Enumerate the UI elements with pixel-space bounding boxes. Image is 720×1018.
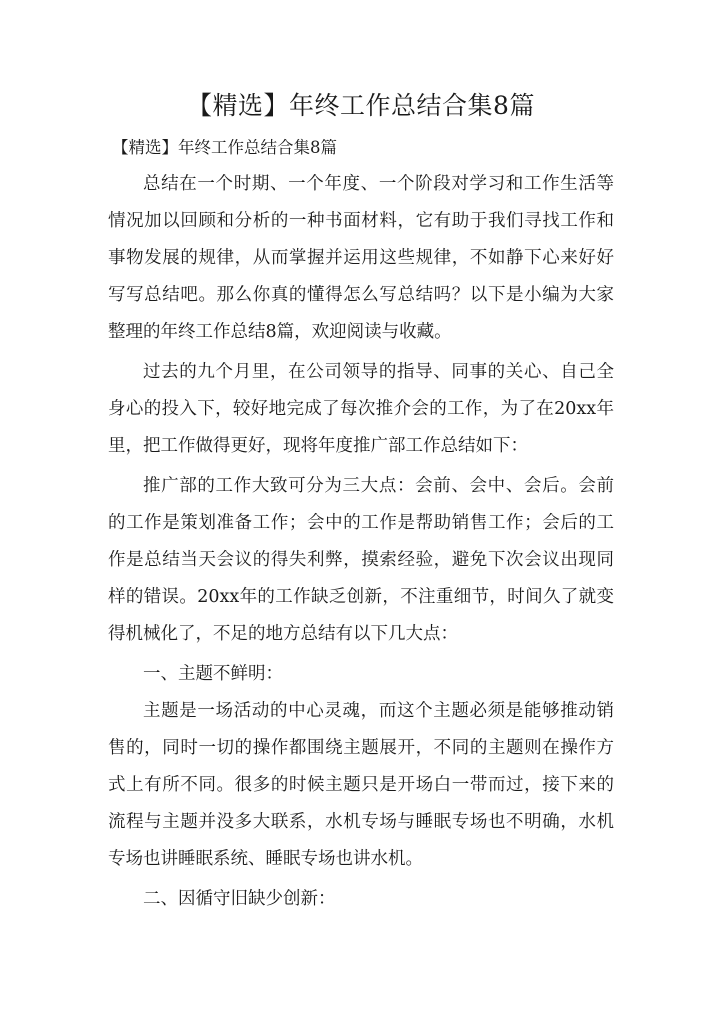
- paragraph-review: 过去的九个月里，在公司领导的指导、同事的关心、自己全身心的投入下，较好地完成了每次推介会的工作，为了在20xx年里，把工作做得更好，现将年度推广部工作总结如下：: [108, 362, 614, 456]
- paragraph-theme: 主题是一场活动的中心灵魂，而这个主题必须是能够推动销售的，同时一切的操作都围绕主题展开，不同的主题则在操作方式上有所不同。很多的时候主题只是开场白一带而过，接下来的流程与主题并没多大联系，水机专场与睡眠专场也不明确，水机专场也讲睡眠系统、睡眠专场也讲水机。: [108, 701, 614, 869]
- paragraph-intro: 总结在一个时期、一个年度、一个阶段对学习和工作生活等情况加以回顾和分析的一种书面材料，它有助于我们寻找工作和事物发展的规律，从而掌握并运用这些规律，不如静下心来好好写写总结吧。那么你真的懂得怎么写总结吗？以下是小编为大家整理的年终工作总结8篇，欢迎阅读与收藏。: [108, 174, 614, 342]
- section-heading-2: 二、因循守旧缺少创新：: [143, 889, 336, 909]
- section-heading-1: 一、主题不鲜明：: [143, 664, 283, 684]
- document-title: 【精选】年终工作总结合集8篇: [187, 91, 535, 120]
- paragraph-summary: 推广部的工作大致可分为三大点：会前、会中、会后。会前的工作是策划准备工作；会中的工作是帮助销售工作；会后的工作是总结当天会议的得失利弊，摸索经验，避免下次会议出现同样的错误。20xx年的工作缺乏创新，不注重细节，时间久了就变得机械化了，不足的地方总结有以下几大点：: [108, 476, 614, 644]
- document-subtitle: 【精选】年终工作总结合集8篇: [112, 138, 337, 157]
